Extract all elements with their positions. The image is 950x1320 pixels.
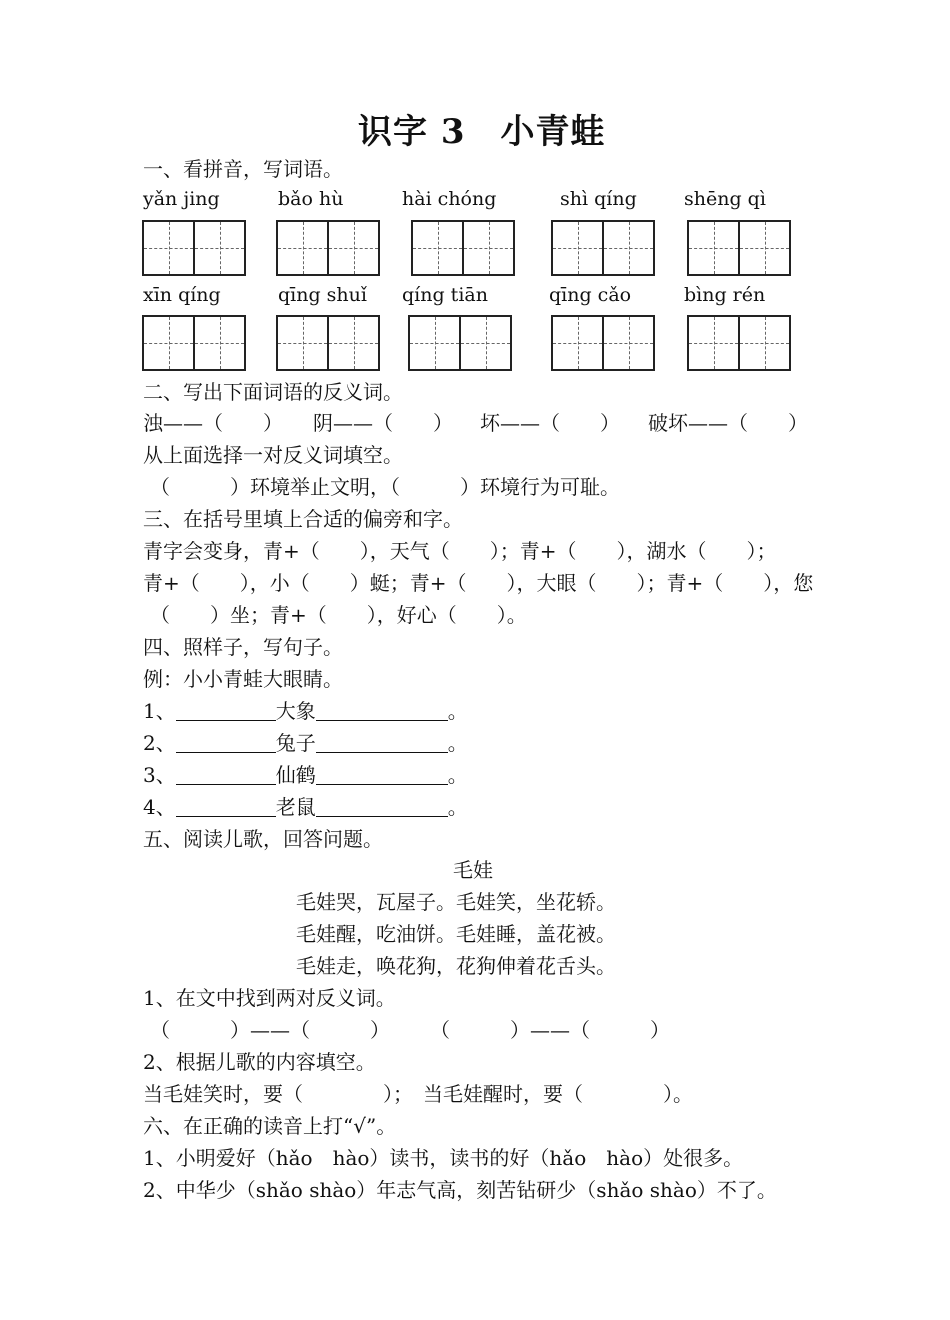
- section-3-line: 青+（ ），小（ ）蜓；青+（ ），大眼（ ）；青+（ ），您: [143, 571, 814, 595]
- writing-grid[interactable]: [551, 315, 655, 371]
- answer-blank[interactable]: [176, 700, 276, 721]
- answer-blank[interactable]: [316, 764, 448, 785]
- section-2-heading: 二、写出下面词语的反义词。: [143, 380, 403, 404]
- writing-grid[interactable]: [687, 315, 791, 371]
- sentence-item: 3、 仙鹤 。: [143, 763, 468, 787]
- section-4-heading: 四、照样子，写句子。: [143, 635, 343, 659]
- poem-line: 毛娃哭，瓦屋子。毛娃笑，坐花轿。: [296, 890, 616, 914]
- writing-grid[interactable]: [276, 220, 380, 276]
- answer-blank[interactable]: [176, 732, 276, 753]
- reading-item: 1、小明爱好（hǎo hào）读书，读书的好（hǎo hào）处很多。: [143, 1146, 744, 1170]
- section-2-fill: （ ）环境举止文明，（ ）环境行为可耻。: [150, 475, 620, 499]
- answer-blank[interactable]: [316, 796, 448, 817]
- answer-blank[interactable]: [176, 796, 276, 817]
- section-2-instruction: 从上面选择一对反义词填空。: [143, 443, 403, 467]
- writing-grid[interactable]: [411, 220, 515, 276]
- reading-item: 2、中华少（shǎo shào）年志气高，刻苦钻研少（shǎo shào）不了。: [143, 1178, 777, 1202]
- section-3-heading: 三、在括号里填上合适的偏旁和字。: [143, 507, 463, 531]
- section-4-example: 例：小小青蛙大眼睛。: [143, 667, 343, 691]
- poem-title: 毛娃: [453, 858, 493, 882]
- pinyin-shi-qing: shì qíng: [560, 188, 637, 210]
- section-3-line: 青字会变身，青+（ ），天气（ ）；青+（ ），湖水（ ）；: [143, 539, 777, 563]
- writing-grid[interactable]: [276, 315, 380, 371]
- section-6-heading: 六、在正确的读音上打“√”。: [143, 1114, 397, 1138]
- pinyin-qing-cao: qīng cǎo: [549, 284, 632, 306]
- antonym-item: 浊——（ ）: [143, 411, 283, 435]
- question-2: 2、根据儿歌的内容填空。: [143, 1050, 376, 1074]
- writing-grid[interactable]: [687, 220, 791, 276]
- question-1-blanks: （ ）——（ ） （ ）——（ ）: [150, 1018, 670, 1042]
- sentence-item: 2、 兔子 。: [143, 731, 468, 755]
- pinyin-hai-chong: hài chóng: [402, 188, 497, 210]
- section-5-heading: 五、阅读儿歌，回答问题。: [143, 827, 383, 851]
- pinyin-bao-hu: bǎo hù: [278, 188, 344, 210]
- answer-blank[interactable]: [316, 732, 448, 753]
- question-1: 1、在文中找到两对反义词。: [143, 986, 396, 1010]
- answer-blank[interactable]: [176, 764, 276, 785]
- poem-line: 毛娃醒，吃油饼。毛娃睡，盖花被。: [296, 922, 616, 946]
- poem-line: 毛娃走，唤花狗，花狗伸着花舌头。: [296, 954, 616, 978]
- pinyin-qing-shui: qīng shuǐ: [278, 284, 367, 306]
- writing-grid[interactable]: [408, 315, 512, 371]
- writing-grid[interactable]: [551, 220, 655, 276]
- sentence-item: 4、 老鼠 。: [143, 795, 468, 819]
- writing-grid[interactable]: [142, 315, 246, 371]
- pinyin-bing-ren: bìng rén: [684, 284, 766, 306]
- pinyin-xin-qing: xīn qíng: [143, 284, 221, 306]
- pinyin-sheng-qi: shēng qì: [684, 188, 766, 210]
- writing-grid[interactable]: [142, 220, 246, 276]
- antonym-item: 阴——（ ）: [313, 411, 453, 435]
- sentence-item: 1、 大象 。: [143, 699, 468, 723]
- page-title: 识字 3 小青蛙: [358, 112, 606, 152]
- antonym-item: 坏——（ ）: [480, 411, 620, 435]
- answer-blank[interactable]: [316, 700, 448, 721]
- pinyin-qing-tian: qíng tiān: [402, 284, 488, 306]
- pinyin-yan-jing: yǎn jing: [143, 188, 220, 210]
- section-3-line: （ ）坐；青+（ ），好心（ ）。: [150, 603, 527, 627]
- question-2-fill: 当毛娃笑时，要（ ）； 当毛娃醒时，要（ ）。: [143, 1082, 693, 1106]
- section-1-heading: 一、看拼音，写词语。: [143, 157, 343, 181]
- antonym-item: 破坏——（ ）: [648, 411, 808, 435]
